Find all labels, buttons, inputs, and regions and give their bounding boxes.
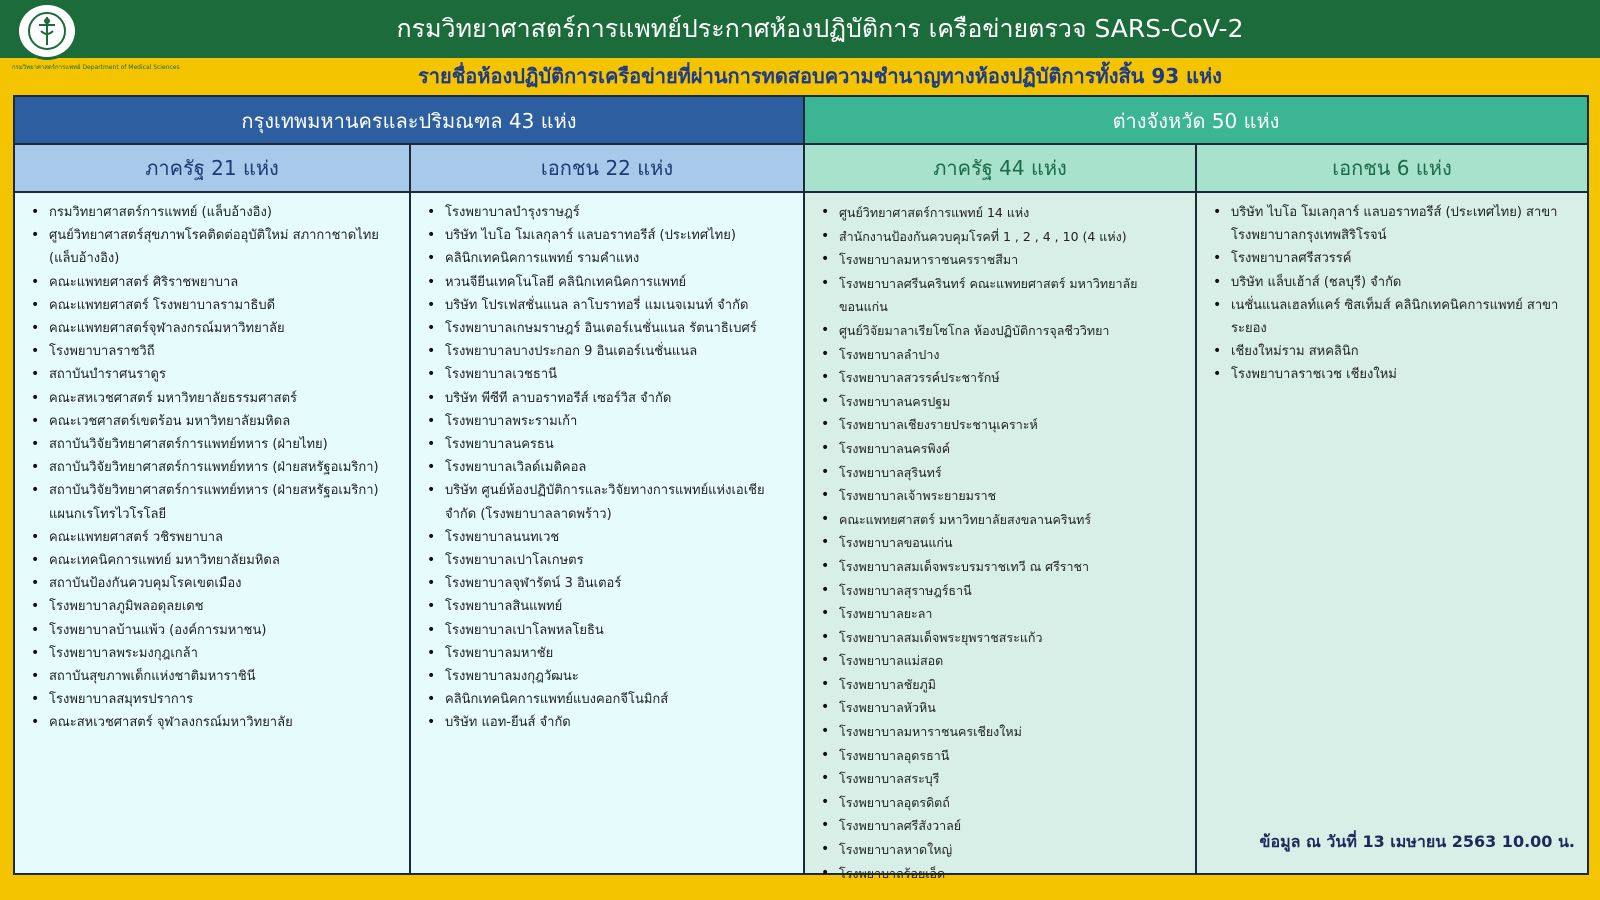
list-item: • คณะแพทยศาสตร์ ศิริราชพยาบาล <box>29 271 399 294</box>
list-item: • สถาบันวิจัยวิทยาศาสตร์การแพทย์ทหาร (ฝ่ายสหรัฐอเมริกา) แผนกเรโทรไวโรโลยี <box>29 479 399 525</box>
list-item: • โรงพยาบาลสระบุรี <box>819 767 1185 791</box>
list-item: • โรงพยาบาลแม่สอด <box>819 649 1185 673</box>
list-item: • โรงพยาบาลอุตรดิตถ์ <box>819 791 1185 815</box>
column-heading-province-private: เอกชน 6 แห่ง <box>1197 145 1587 193</box>
list-item: • บริษัท ศูนย์ห้องปฏิบัติการและวิจัยทางการแพทย์แห่งเอเชีย จำกัด (โรงพยาบาลลาดพร้าว) <box>425 479 793 525</box>
lab-list <box>805 193 1195 885</box>
list-item: • เชียงใหม่ราม สหคลินิก <box>1211 340 1577 363</box>
list-item: • สำนักงานป้องกันควบคุมโรคที่ 1 , 2 , 4 , 10 (4 แห่ง) <box>819 225 1185 249</box>
list-item: • เนชั่นแนลเฮลท์แคร์ ซิสเท็มส์ คลินิกเทคนิคการแพทย์ สาขาระยอง <box>1211 294 1577 340</box>
logo-caption: กรมวิทยาศาสตร์การแพทย์ Department of Medical Sciences <box>12 64 180 71</box>
list-item: • บริษัท ไบโอ โมเลกุลาร์ แลบอราทอรีส์ (ประเทศไทย) สาขาโรงพยาบาลกรุงเทพสิริโรจน์ <box>1211 201 1577 247</box>
list-item: • สถาบันวิจัยวิทยาศาสตร์การแพทย์ทหาร (ฝ่ายสหรัฐอเมริกา) <box>29 456 399 479</box>
list-item: • สถาบันป้องกันควบคุมโรคเขตเมือง <box>29 572 399 595</box>
data-date-footnote: ข้อมูล ณ วันที่ 13 เมษายน 2563 10.00 น. <box>1259 832 1575 851</box>
list-item: • บริษัท พีซีที ลาบอราทอรีส์ เซอร์วิส จำกัด <box>425 387 793 410</box>
column-province-public <box>805 193 1197 881</box>
list-item: • โรงพยาบาลสมุทรปราการ <box>29 688 399 711</box>
lab-list <box>411 193 803 735</box>
list-item: • โรงพยาบาลนครธน <box>425 433 793 456</box>
list-item: • กรมวิทยาศาสตร์การแพทย์ (แล็บอ้างอิง) <box>29 201 399 224</box>
list-item: • โรงพยาบาลนครปฐม <box>819 390 1185 414</box>
list-item: • โรงพยาบาลมหาราชนครราชสีมา <box>819 248 1185 272</box>
list-item: • บริษัท แอท-ยีนส์ จำกัด <box>425 711 793 734</box>
department-logo <box>12 2 180 76</box>
list-item: • โรงพยาบาลเกษมราษฎร์ อินเตอร์เนชั่นแนล รัตนาธิเบศร์ <box>425 317 793 340</box>
list-item: • โรงพยาบาลร้อยเอ็ด <box>819 862 1185 886</box>
column-bkk-private <box>411 193 805 873</box>
list-item: • โรงพยาบาลสวรรค์ประชารักษ์ <box>819 366 1185 390</box>
column-bkk-public <box>15 193 411 873</box>
list-item: • โรงพยาบาลราชวิถี <box>29 340 399 363</box>
list-item: • โรงพยาบาลจุฬารัตน์ 3 อินเตอร์ <box>425 572 793 595</box>
list-item: • โรงพยาบาลเปาโลพหลโยธิน <box>425 619 793 642</box>
list-item: • ศูนย์วิทยาศาสตร์สุขภาพโรคติดต่ออุบัติใหม่ สภากาชาดไทย (แล็บอ้างอิง) <box>29 224 399 270</box>
list-item: • คณะสหเวชศาสตร์ มหาวิทยาลัยธรรมศาสตร์ <box>29 387 399 410</box>
list-item: • โรงพยาบาลบ้านแพ้ว (องค์การมหาชน) <box>29 619 399 642</box>
list-item: • โรงพยาบาลบำรุงราษฎร์ <box>425 201 793 224</box>
list-item: • โรงพยาบาลราชเวช เชียงใหม่ <box>1211 363 1577 386</box>
list-item: • ศูนย์วิจัยมาลาเรียโซโกล ห้องปฏิบัติการจุลชีววิทยา <box>819 319 1185 343</box>
list-item: • โรงพยาบาลศรีสังวาลย์ <box>819 814 1185 838</box>
page-subtitle: รายชื่อห้องปฏิบัติการเครือข่ายที่ผ่านการทดสอบความชำนาญทางห้องปฏิบัติการทั้งสิ้น 93 แห่ง <box>418 64 1222 88</box>
list-item: • โรงพยาบาลบางประกอก 9 อินเตอร์เนชั่นแนล <box>425 340 793 363</box>
department-seal-icon <box>16 2 78 60</box>
list-item: • โรงพยาบาลสมเด็จพระยุพราชสระแก้ว <box>819 626 1185 650</box>
list-item: • โรงพยาบาลพระรามเก้า <box>425 410 793 433</box>
lab-network-table <box>13 95 1589 881</box>
list-item: • โรงพยาบาลขอนแก่น <box>819 531 1185 555</box>
list-item: • สถาบันวิจัยวิทยาศาสตร์การแพทย์ทหาร (ฝ่ายไทย) <box>29 433 399 456</box>
column-heading-bkk-private: เอกชน 22 แห่ง <box>411 145 805 193</box>
list-item: • โรงพยาบาลเชียงรายประชานุเคราะห์ <box>819 413 1185 437</box>
column-province-private <box>1197 193 1587 873</box>
column-heading-province-public: ภาครัฐ 44 แห่ง <box>805 145 1197 193</box>
lab-list <box>15 193 409 735</box>
list-item: • คณะเทคนิคการแพทย์ มหาวิทยาลัยมหิดล <box>29 549 399 572</box>
list-item: • สถาบันสุขภาพเด็กแห่งชาติมหาราชินี <box>29 665 399 688</box>
region-bangkok-header: กรุงเทพมหานครและปริมณฑล 43 แห่ง <box>15 97 805 145</box>
list-item: • บริษัท แล็บเฮ้าส์ (ชลบุรี) จำกัด <box>1211 271 1577 294</box>
lab-list <box>1197 193 1587 387</box>
list-item: • โรงพยาบาลพระมงกุฎเกล้า <box>29 642 399 665</box>
list-item: • โรงพยาบาลมหาราชนครเชียงใหม่ <box>819 720 1185 744</box>
list-item: • โรงพยาบาลเวิลด์เมดิคอล <box>425 456 793 479</box>
list-item: • บริษัท ไบโอ โมเลกุลาร์ แลบอราทอรีส์ (ประเทศไทย) <box>425 224 793 247</box>
list-item: • โรงพยาบาลมงกุฎวัฒนะ <box>425 665 793 688</box>
list-item: • โรงพยาบาลเวชธานี <box>425 363 793 386</box>
list-item: • โรงพยาบาลสุราษฎร์ธานี <box>819 579 1185 603</box>
list-item: • คณะเวชศาสตร์เขตร้อน มหาวิทยาลัยมหิดล <box>29 410 399 433</box>
region-provinces-header: ต่างจังหวัด 50 แห่ง <box>805 97 1587 145</box>
list-item: • โรงพยาบาลยะลา <box>819 602 1185 626</box>
list-item: • คณะแพทยศาสตร์จุฬาลงกรณ์มหาวิทยาลัย <box>29 317 399 340</box>
list-item: • โรงพยาบาลสินแพทย์ <box>425 595 793 618</box>
list-item: • คลินิกเทคนิคการแพทย์แบงคอกจีโนมิกส์ <box>425 688 793 711</box>
list-item: • หวนจียีนเทคโนโลยี คลินิกเทคนิคการแพทย์ <box>425 271 793 294</box>
list-item: • โรงพยาบาลลำปาง <box>819 343 1185 367</box>
list-item: • ศูนย์วิทยาศาสตร์การแพทย์ 14 แห่ง <box>819 201 1185 225</box>
list-item: • โรงพยาบาลหาดใหญ่ <box>819 838 1185 862</box>
list-item: • สถาบันบำราศนราดูร <box>29 363 399 386</box>
list-item: • โรงพยาบาลเปาโลเกษตร <box>425 549 793 572</box>
list-item: • บริษัท โปรเฟสชั่นแนล ลาโบราทอรี่ แมเนจเมนท์ จำกัด <box>425 294 793 317</box>
list-item: • คณะแพทยศาสตร์ วชิรพยาบาล <box>29 526 399 549</box>
list-item: • โรงพยาบาลนนทเวช <box>425 526 793 549</box>
list-item: • โรงพยาบาลอุดรธานี <box>819 744 1185 768</box>
list-item: • โรงพยาบาลศรีนครินทร์ คณะแพทยศาสตร์ มหาวิทยาลัยขอนแก่น <box>819 272 1185 319</box>
list-item: • โรงพยาบาลศรีสวรรค์ <box>1211 247 1577 270</box>
list-item: • คลินิกเทคนิคการแพทย์ รามคำแหง <box>425 247 793 270</box>
list-item: • คณะสหเวชศาสตร์ จุฬาลงกรณ์มหาวิทยาลัย <box>29 711 399 734</box>
list-item: • โรงพยาบาลสุรินทร์ <box>819 461 1185 485</box>
list-item: • คณะแพทยศาสตร์ มหาวิทยาลัยสงขลานครินทร์ <box>819 508 1185 532</box>
page-title: กรมวิทยาศาสตร์การแพทย์ประกาศห้องปฏิบัติการ เครือข่ายตรวจ SARS-CoV-2 <box>396 14 1244 43</box>
list-item: • โรงพยาบาลเจ้าพระยายมราช <box>819 484 1185 508</box>
column-heading-bkk-public: ภาครัฐ 21 แห่ง <box>15 145 411 193</box>
list-item: • คณะแพทยศาสตร์ โรงพยาบาลรามาธิบดี <box>29 294 399 317</box>
list-item: • โรงพยาบาลภูมิพลอดุลยเดช <box>29 595 399 618</box>
list-item: • โรงพยาบาลหัวหิน <box>819 696 1185 720</box>
list-item: • โรงพยาบาลมหาชัย <box>425 642 793 665</box>
list-item: • โรงพยาบาลชัยภูมิ <box>819 673 1185 697</box>
list-item: • โรงพยาบาลสมเด็จพระบรมราชเทวี ณ ศรีราชา <box>819 555 1185 579</box>
list-item: • โรงพยาบาลนครพิงค์ <box>819 437 1185 461</box>
